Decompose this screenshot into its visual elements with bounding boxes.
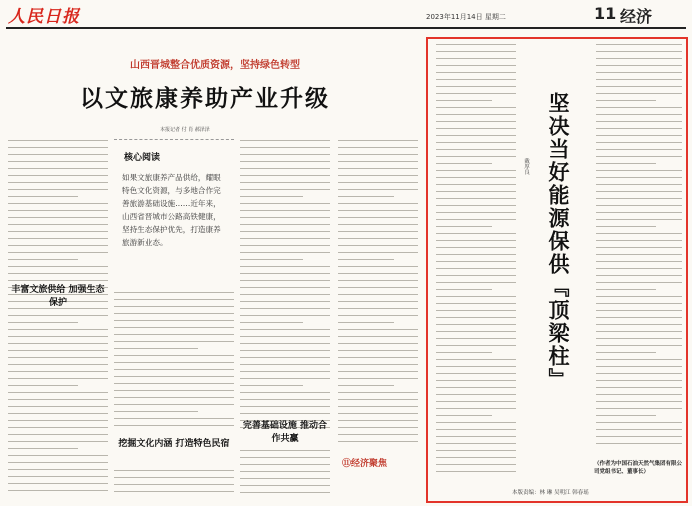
text-line [338, 252, 418, 253]
text-line [114, 484, 234, 485]
text-line [240, 301, 330, 302]
text-line [338, 315, 418, 316]
text-line [240, 238, 330, 239]
subhead-3: 完善基础设施 推动合作共赢 [242, 421, 328, 444]
text-line [338, 182, 418, 183]
text-line [240, 336, 330, 337]
text-line [8, 189, 108, 190]
text-line [8, 280, 108, 281]
text-line [114, 404, 234, 405]
text-line [114, 292, 234, 293]
text-line [114, 320, 234, 321]
text-line [240, 245, 330, 246]
text-line [240, 189, 330, 190]
text-line [114, 470, 234, 471]
text-line [240, 399, 330, 400]
text-line [8, 490, 108, 491]
text-line [8, 462, 108, 463]
text-line [338, 434, 418, 435]
text-line [8, 217, 108, 218]
text-line [8, 455, 108, 456]
text-line [114, 327, 234, 328]
text-line [114, 477, 234, 478]
text-line [8, 343, 108, 344]
subhead-2: 挖掘文化内涵 打造特色民宿 [118, 439, 230, 449]
text-line [240, 457, 330, 458]
text-line [8, 364, 108, 365]
text-line [338, 364, 418, 365]
text-column-6 [240, 450, 330, 502]
text-line [338, 441, 418, 442]
text-line [240, 161, 330, 162]
text-line [114, 383, 234, 384]
text-line [114, 362, 234, 363]
text-column-1 [8, 140, 108, 500]
text-line [240, 392, 330, 393]
text-line [240, 196, 303, 197]
text-line [338, 154, 418, 155]
text-line [338, 287, 418, 288]
text-line [8, 196, 78, 197]
text-line [8, 483, 108, 484]
text-line [338, 175, 418, 176]
text-line [240, 406, 330, 407]
newspaper-logo: 人民日报 [8, 7, 80, 27]
text-line [338, 371, 418, 372]
text-line [240, 308, 330, 309]
text-line [8, 406, 108, 407]
text-line [240, 364, 330, 365]
core-reading-title: 核心阅读 [124, 153, 161, 163]
text-line [338, 343, 418, 344]
feature-kicker: 山西晋城整合优质资源，坚持绿色转型 [130, 60, 300, 71]
text-line [240, 175, 330, 176]
text-line [114, 390, 234, 391]
header-rule [6, 27, 686, 29]
text-line [338, 168, 418, 169]
text-line [8, 420, 108, 421]
text-line [114, 334, 234, 335]
text-line [8, 273, 108, 274]
text-line [240, 287, 330, 288]
text-line [338, 238, 418, 239]
text-line [240, 224, 330, 225]
text-line [338, 294, 418, 295]
text-line [240, 259, 303, 260]
text-line [240, 478, 330, 479]
text-line [338, 280, 418, 281]
text-line [8, 259, 78, 260]
text-line [8, 266, 108, 267]
text-line [338, 189, 418, 190]
text-column-4 [114, 292, 234, 432]
text-line [8, 147, 108, 148]
text-line [8, 399, 108, 400]
text-line [240, 464, 330, 465]
text-line [8, 441, 108, 442]
text-line [8, 378, 108, 379]
text-line [338, 224, 418, 225]
text-line [240, 315, 330, 316]
text-line [338, 357, 418, 358]
text-line [338, 420, 418, 421]
text-line [8, 182, 108, 183]
text-line [240, 450, 330, 451]
section-tag: ⑪经济聚焦 [342, 459, 388, 469]
essay-title: 坚决当好能源保供『顶梁柱』 [546, 92, 571, 391]
text-column-3 [338, 140, 418, 452]
text-line [240, 322, 303, 323]
masthead [6, 2, 686, 26]
text-line [8, 469, 108, 470]
text-line [8, 210, 108, 211]
text-line [338, 308, 418, 309]
text-line [240, 385, 303, 386]
text-line [8, 476, 108, 477]
text-line [338, 210, 418, 211]
text-line [114, 299, 234, 300]
text-line [240, 273, 330, 274]
text-line [338, 385, 394, 386]
text-line [8, 203, 108, 204]
text-line [8, 175, 108, 176]
text-line [338, 322, 394, 323]
text-line [114, 418, 234, 419]
text-line [338, 392, 418, 393]
text-line [8, 252, 108, 253]
text-line [338, 140, 418, 141]
text-line [240, 485, 330, 486]
text-line [8, 448, 78, 449]
text-line [114, 306, 234, 307]
text-line [8, 357, 108, 358]
text-line [338, 231, 418, 232]
text-line [240, 182, 330, 183]
text-line [240, 154, 330, 155]
text-line [114, 369, 234, 370]
subhead-1: 丰富文旅供给 加强生态保护 [11, 285, 105, 308]
text-line [240, 203, 330, 204]
text-line [114, 355, 234, 356]
text-line [240, 266, 330, 267]
text-line [8, 392, 108, 393]
text-line [240, 413, 330, 414]
text-line [8, 385, 78, 386]
text-line [8, 315, 108, 316]
text-line [240, 343, 330, 344]
text-line [240, 252, 330, 253]
text-line [338, 329, 418, 330]
core-reading-text: 如果文旅康养产品供给，耀眼特色文化资源，与多地合作完善旅游基础设施……近年来，山西省晋城市公路高铁健康，坚持生态保护优先，打造康养旅游新业态。 [122, 173, 221, 247]
essay-footnote: （作者为中国石油天然气集团有限公司党组书记、董事长） [594, 461, 683, 475]
text-line [8, 322, 78, 323]
text-line [8, 154, 108, 155]
text-line [240, 378, 330, 379]
text-line [338, 245, 418, 246]
essay-author: 戴厚良 [523, 158, 529, 175]
text-line [8, 245, 108, 246]
text-line [338, 273, 418, 274]
page-number: 11 [594, 4, 617, 23]
text-line [338, 196, 394, 197]
text-line [8, 350, 108, 351]
text-line [338, 259, 394, 260]
text-line [240, 329, 330, 330]
text-line [338, 413, 418, 414]
text-line [338, 301, 418, 302]
text-line [114, 376, 234, 377]
text-line [338, 336, 418, 337]
text-line [240, 168, 330, 169]
text-line [114, 411, 198, 412]
text-line [240, 294, 330, 295]
text-column-2 [240, 140, 330, 440]
text-line [8, 168, 108, 169]
text-line [240, 210, 330, 211]
text-line [114, 341, 234, 342]
text-line [8, 308, 108, 309]
section-name: 经济 [620, 7, 653, 26]
text-line [8, 336, 108, 337]
text-line [338, 399, 418, 400]
page-editors: 本版责编：林 琳 吴明江 韩春瑶 [512, 490, 589, 496]
text-line [338, 266, 418, 267]
text-line [8, 413, 108, 414]
text-line [240, 492, 330, 493]
text-line [8, 371, 108, 372]
text-line [8, 231, 108, 232]
text-line [338, 350, 418, 351]
text-line [114, 425, 234, 426]
text-line [338, 161, 418, 162]
text-line [338, 378, 418, 379]
text-line [240, 350, 330, 351]
text-line [338, 406, 418, 407]
text-line [8, 434, 108, 435]
text-line [240, 140, 330, 141]
text-line [8, 329, 108, 330]
text-line [240, 231, 330, 232]
text-line [338, 147, 418, 148]
text-line [240, 371, 330, 372]
text-line [8, 238, 108, 239]
text-line [240, 471, 330, 472]
text-line [8, 161, 108, 162]
text-line [240, 280, 330, 281]
text-line [8, 224, 108, 225]
text-column-5 [114, 470, 234, 502]
text-line [240, 147, 330, 148]
feature-byline: 本报记者 付 肖 郝泽泽 [160, 127, 210, 133]
text-line [240, 217, 330, 218]
text-line [114, 491, 234, 492]
text-line [8, 427, 108, 428]
text-line [114, 313, 234, 314]
text-line [240, 357, 330, 358]
feature-headline: 以文旅康养助产业升级 [80, 86, 330, 112]
text-line [338, 217, 418, 218]
dateline: 2023年11月14日 星期二 [426, 13, 506, 21]
text-line [8, 140, 108, 141]
text-line [114, 397, 234, 398]
text-line [338, 427, 418, 428]
core-reading-box [114, 139, 234, 289]
text-line [338, 203, 418, 204]
text-line [114, 348, 198, 349]
